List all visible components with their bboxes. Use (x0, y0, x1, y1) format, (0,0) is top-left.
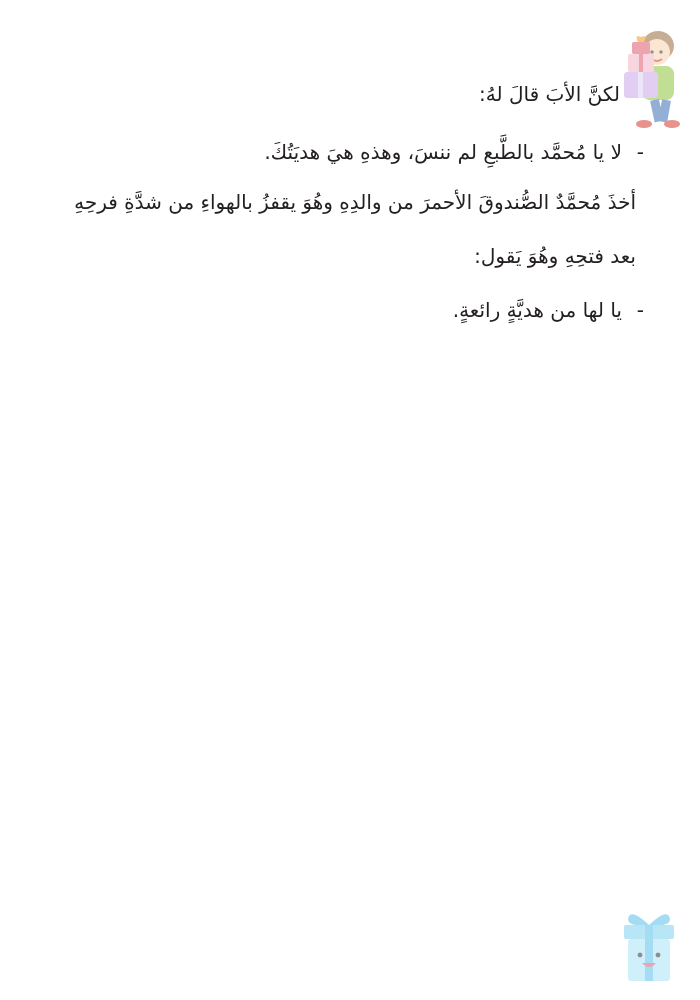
story-line-5: يا لها من هديَّةٍ رائعةٍ. (452, 298, 622, 322)
story-line-3: أخذَ مُحمَّدٌ الصُّندوقَ الأحمرَ من والدِهِ وهُوَ يقفزُ بالهواءِ من شدَّةِ فرحِهِ (74, 190, 636, 214)
boy-carrying-gifts-icon (614, 28, 684, 130)
dialogue-dash: - (636, 140, 644, 164)
dialogue-dash: - (636, 298, 644, 322)
story-line-2: لا يا مُحمَّد بالطَّبعِ لم ننسَ، وهذهِ هيَ هديَتُكَ. (264, 140, 622, 164)
story-line-1: لكنَّ الأبَ قالَ لهُ: (479, 82, 620, 106)
smiling-gift-box-icon (616, 905, 682, 987)
story-line-4: بعد فتحِهِ وهُوَ يَقول: (474, 244, 636, 268)
